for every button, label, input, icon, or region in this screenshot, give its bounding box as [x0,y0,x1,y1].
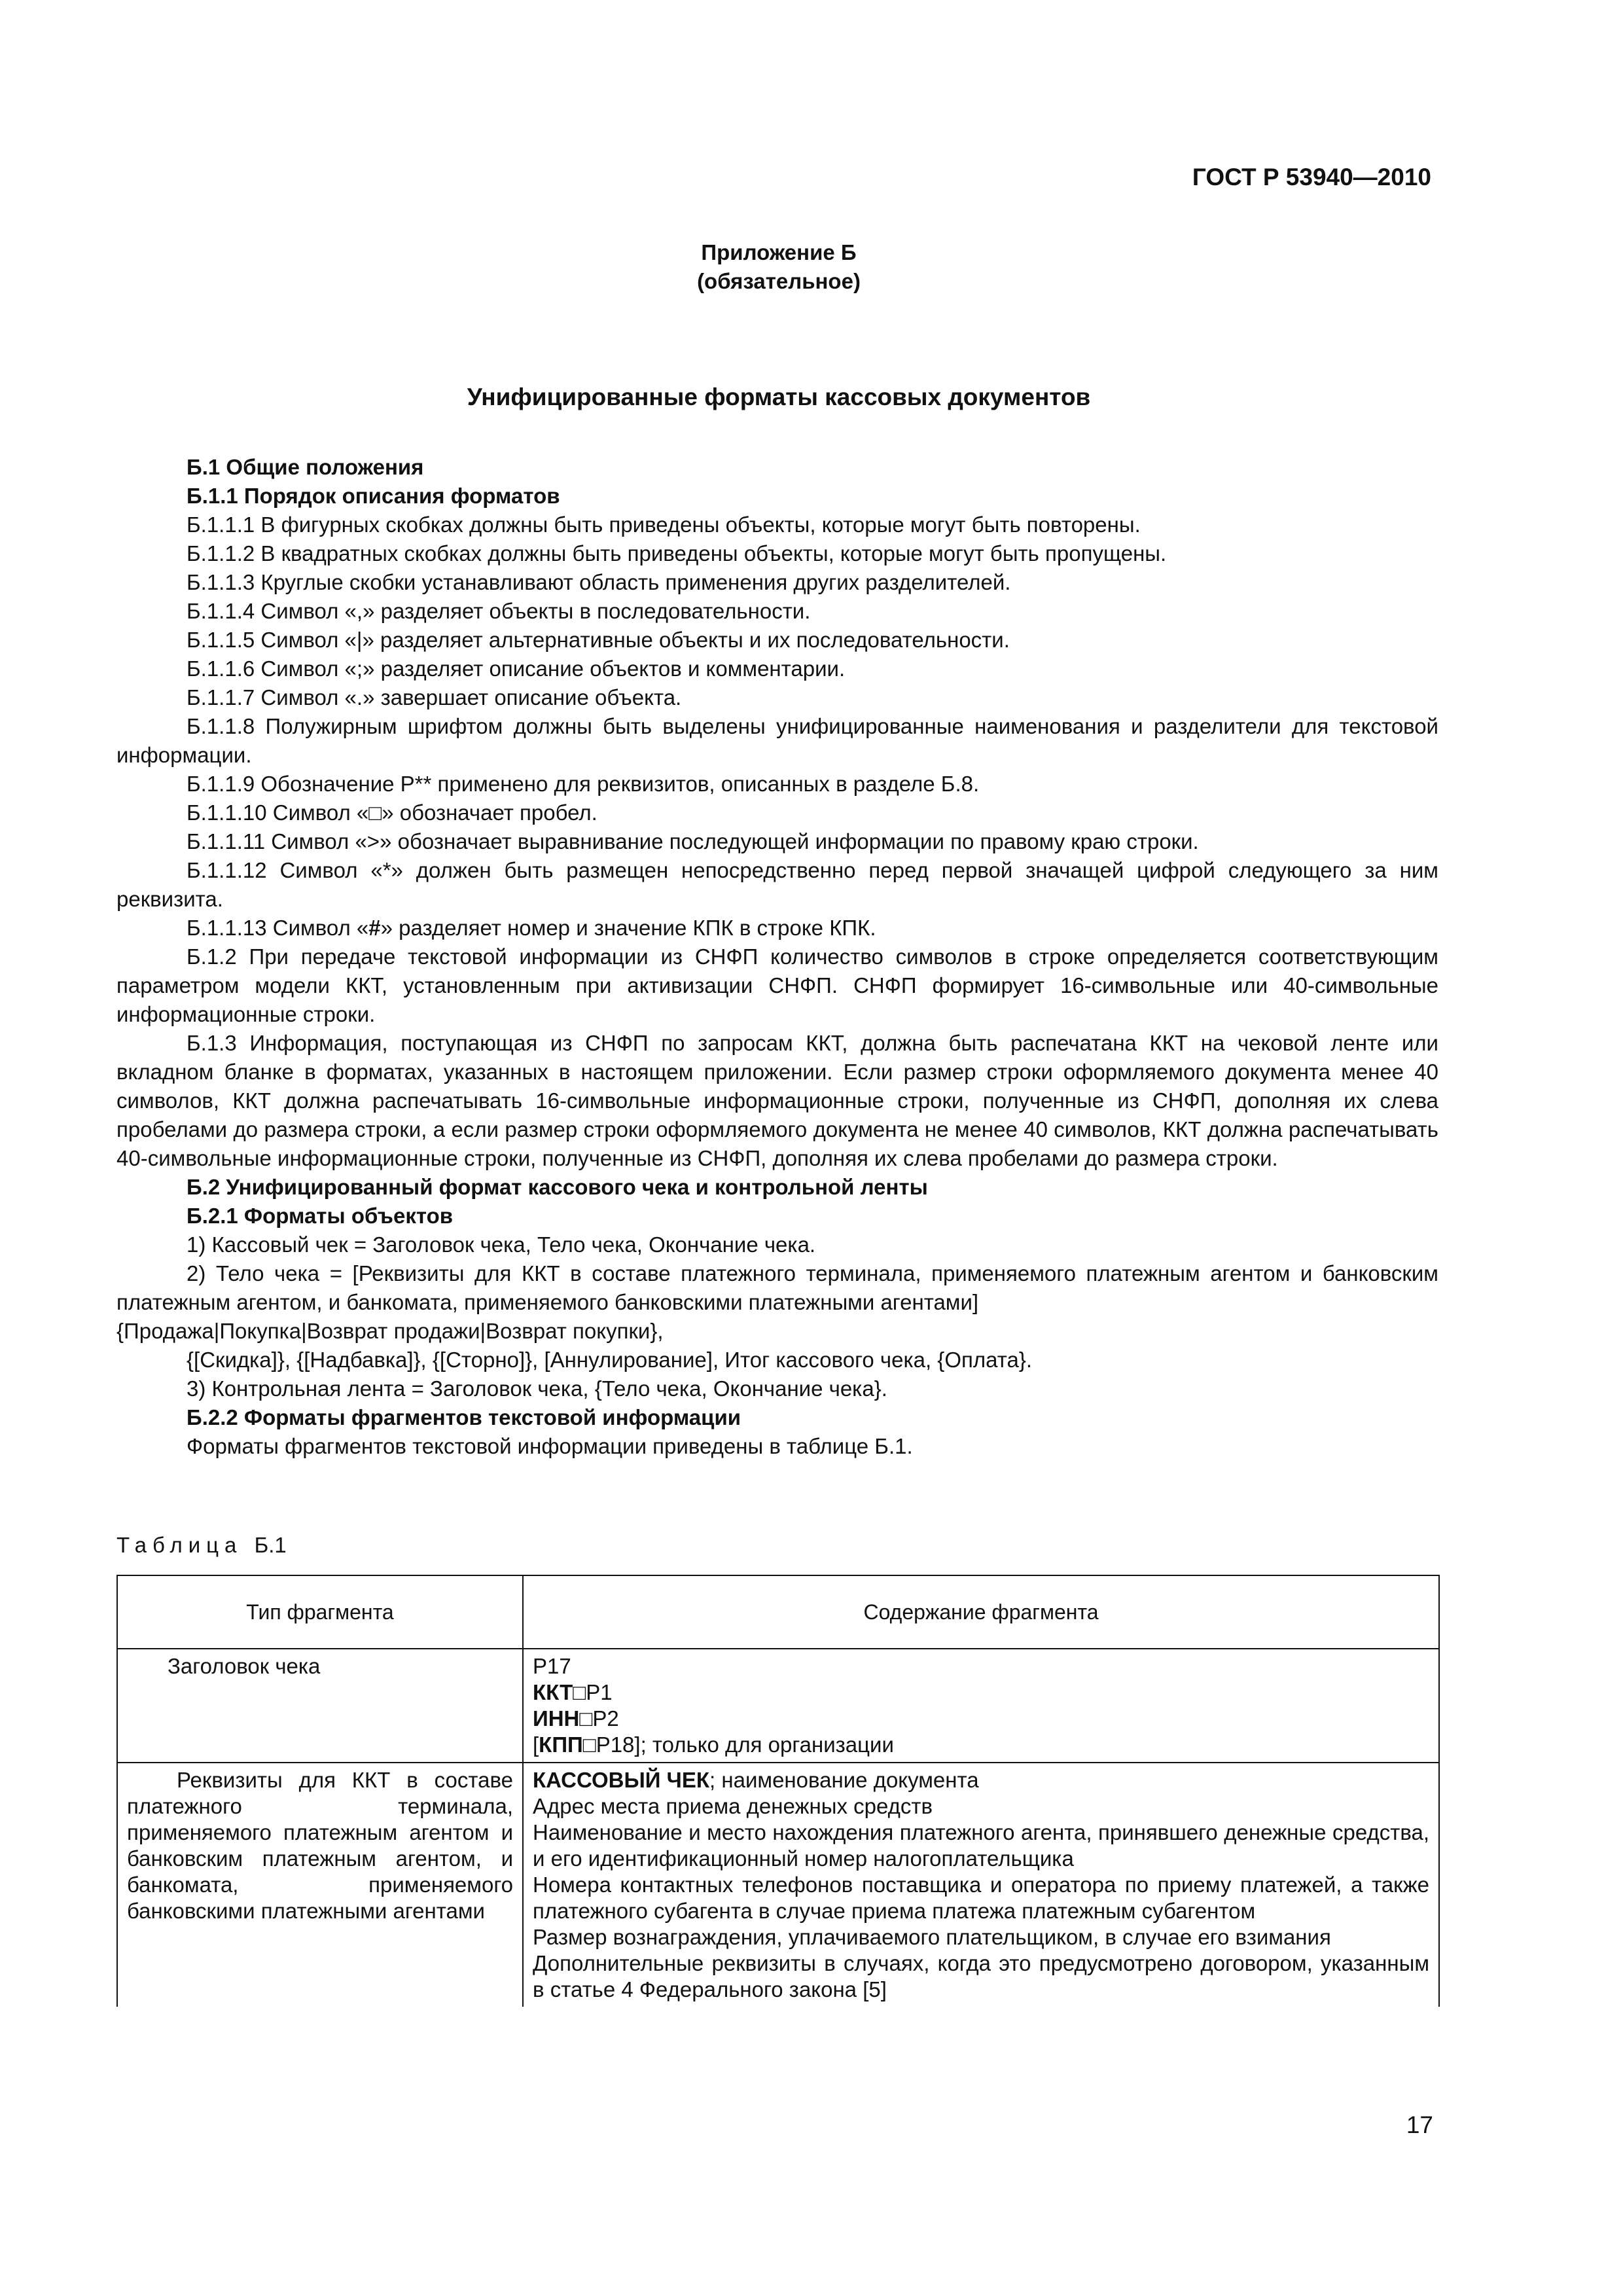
list-item: Б.1.1.2 В квадратных скобках должны быть приведены объекты, которые могут быть пропущены. [187,541,1167,565]
content-line [533,1732,1429,1758]
content-line: Дополнительные реквизиты в случаях, когда это предусмотрено договором, указанным в статье 4 Федерального закона [5] [533,1951,1429,2001]
requisite: Р18]; только для организации [596,1732,894,1757]
bold-term: КАССОВЫЙ ЧЕК [533,1768,710,1792]
body-text [116,453,1438,1461]
paragraph-b12: Б.1.2 При передаче текстовой информации из СНФП количество символов в строке определяется соответствующим параметром модели ККТ, установленным при активизации СНФП. СНФП формирует 16-символьные или 40-символьные информационные строки. [116,944,1438,1026]
content-line [533,1679,1429,1706]
list-item-continuation: {Продажа|Покупка|Возврат продажи|Возврат покупки}, [116,1319,664,1343]
section-b2-heading: Б.2 Унифицированный формат кассового чека и контрольной ленты [187,1175,928,1199]
bracket: [ [533,1732,539,1757]
bold-term: ИНН□ [533,1706,593,1731]
list-item: Б.1.1.10 Символ «□» обозначает пробел. [187,800,597,825]
content-line: Номера контактных телефонов поставщика и оператора по приему платежей, а также платежного субагента в случае приема платежа платежным субагентом [533,1873,1429,1923]
fragment-type: Реквизиты для ККТ в составе платежного терминала, применяемого платежным агентом и банковским платежным агентом, и банкомата, применяемого банковскими платежными агентами [117,1763,523,2007]
table-header-row [117,1575,1439,1649]
content-text: ; наименование документа [709,1768,979,1792]
section-b11-heading: Б.1.1 Порядок описания форматов [187,484,560,508]
content-line: Наименование и место нахождения платежного агента, принявшего денежные средства, и его идентификационный номер налогоплательщика [533,1820,1429,1871]
list-item: Б.1.1.7 Символ «.» завершает описание объекта. [187,685,682,709]
section-b21-heading: Б.2.1 Форматы объектов [187,1204,454,1228]
appendix-label: Приложение Б [701,240,857,264]
content-line: Адрес места приема денежных средств [533,1794,933,1818]
list-item-continuation: {[Скидка]}, {[Надбавка]}, {[Сторно]}, [Аннулирование], Итог кассового чека, {Оплата}. [187,1348,1033,1372]
item-13-before: Б.1.1.13 Символ « [187,916,369,940]
bold-term: ККТ□ [533,1680,586,1704]
list-item: Б.1.1.1 В фигурных скобках должны быть приведены объекты, которые могут быть повторены. [187,512,1141,537]
paragraph-b13: Б.1.3 Информация, поступающая из СНФП по запросам ККТ, должна быть распечатана ККТ на чековой ленте или вкладном бланке в форматах, указанных в настоящем приложении. Если размер строки оформляемого документа менее 40 символов, ККТ должна распечатывать 16-символьные информационные строки, полученные из СНФП, дополняя их слева пробелами до размера строки, а если размер строки оформляемого документа не менее 40 символов, ККТ должна распечатывать 40-символьные информационные строки, полученные из СНФП, дополняя их слева пробелами до размера строки. [116,1031,1438,1170]
table-caption-word: Таблица [116,1533,243,1557]
fragment-type: Заголовок чека [117,1649,523,1763]
section-b1-heading: Б.1 Общие положения [187,455,424,479]
requisite: Р2 [592,1706,619,1731]
list-item: 1) Кассовый чек = Заголовок чека, Тело чека, Окончание чека. [187,1232,816,1257]
list-item: Б.1.1.8 Полужирным шрифтом должны быть выделены унифицированные наименования и разделители для текстовой информации. [116,714,1438,767]
item-13-bold: # [368,916,381,940]
list-item: Б.1.1.9 Обозначение Р** применено для реквизитов, описанных в разделе Б.8. [187,772,980,796]
fragment-content [523,1649,1439,1763]
content-line: Р17 [533,1654,571,1678]
table-row [117,1763,1439,2007]
column-header: Тип фрагмента [117,1575,523,1649]
list-item: Б.1.1.3 Круглые скобки устанавливают область применения других разделителей. [187,570,1011,594]
page-number: 17 [1406,2111,1433,2138]
content-line: Размер вознаграждения, уплачиваемого плательщиком, в случае его взимания [533,1925,1331,1949]
bold-term: КПП□ [539,1732,596,1757]
list-item: Б.1.1.5 Символ «|» разделяет альтернативные объекты и их последовательности. [187,628,1010,652]
list-item: Б.1.1.4 Символ «,» разделяет объекты в последовательности. [187,599,811,623]
list-item: Б.1.1.11 Символ «>» обозначает выравнивание последующей информации по правому краю строки. [187,829,1199,853]
item-13-after: » разделяет номер и значение КПК в строке КПК. [380,916,876,940]
list-item: 3) Контрольная лента = Заголовок чека, {Тело чека, Окончание чека}. [187,1376,887,1401]
content-line [533,1706,1429,1732]
list-item [116,914,1438,942]
formats-table [116,1575,1440,2007]
fragment-content [523,1763,1439,2007]
column-header: Содержание фрагмента [523,1575,1439,1649]
content-line [533,1767,1429,1793]
table-row [117,1649,1439,1763]
list-item: Б.1.1.12 Символ «*» должен быть размещен непосредственно перед первой значащей цифрой следующего за ним реквизита. [116,858,1438,911]
section-b22-heading: Б.2.2 Форматы фрагментов текстовой информации [187,1405,741,1429]
list-item: 2) Тело чека = [Реквизиты для ККТ в составе платежного терминала, применяемого платежным агентом и банковским платежным агентом, и банкомата, применяемого банковскими платежными агентами] [116,1261,1438,1314]
requisite: Р1 [586,1680,613,1704]
paragraph: Форматы фрагментов текстовой информации приведены в таблице Б.1. [187,1434,913,1458]
table-caption [116,1533,287,1558]
list-item: Б.1.1.6 Символ «;» разделяет описание объектов и комментарии. [187,656,846,681]
standard-number: ГОСТ Р 53940—2010 [1192,164,1431,190]
table-caption-number: Б.1 [254,1533,287,1557]
appendix-status: (обязательное) [697,269,861,293]
document-title: Унифицированные форматы кассовых документов [467,384,1091,410]
